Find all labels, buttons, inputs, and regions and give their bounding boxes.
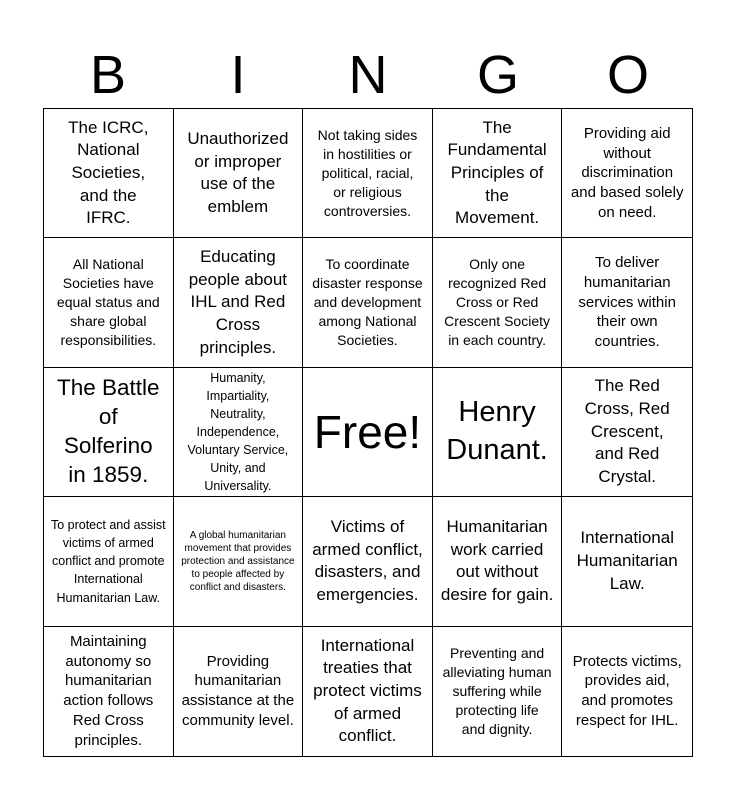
bingo-cell[interactable]: [44, 238, 174, 367]
cell-text: Maintaining autonomy so humanitarian action follows Red Cross principles.: [63, 632, 154, 749]
free-space[interactable]: [303, 368, 433, 497]
bingo-cell[interactable]: [562, 497, 692, 626]
bingo-board: [43, 108, 693, 757]
bingo-cell[interactable]: [303, 497, 433, 626]
bingo-cell[interactable]: [433, 109, 563, 238]
bingo-cell[interactable]: [303, 109, 433, 238]
cell-text: To protect and assist victims of armed conflict and promote International Humanitarian Law.: [50, 518, 166, 605]
header-letter-n: N: [348, 45, 388, 105]
cell-text: Only one recognized Red Cross or Red Crescent Society in each country.: [444, 256, 550, 348]
cell-text: Humanity, Impartiality, Neutrality, Independence, Voluntary Service, Unity, and Universality.: [187, 370, 289, 494]
header-letter-g: G: [476, 45, 519, 105]
bingo-cell[interactable]: [44, 627, 174, 756]
bingo-cell[interactable]: [303, 238, 433, 367]
bingo-header: [43, 42, 693, 108]
cell-text: Protects victims, provides aid, and promotes respect for IHL.: [572, 652, 682, 730]
cell-text: A global humanitarian movement that provides protection and assistance to people affected by conflict and disasters.: [181, 529, 295, 593]
bingo-cell[interactable]: [174, 238, 304, 367]
cell-text: International Humanitarian Law.: [576, 528, 678, 593]
free-space-label: Free!: [313, 405, 422, 458]
cell-text: The ICRC, National Societies, and the IFRC.: [68, 117, 149, 228]
bingo-cell[interactable]: [174, 497, 304, 626]
cell-text: International treaties that protect victims of armed conflict.: [313, 635, 422, 746]
bingo-cell[interactable]: [44, 368, 174, 497]
bingo-cell[interactable]: [44, 109, 174, 238]
header-letter-b: B: [89, 45, 127, 105]
cell-text: The Red Cross, Red Crescent, and Red Crystal.: [584, 376, 670, 486]
bingo-cell[interactable]: [433, 368, 563, 497]
bingo-cell[interactable]: [303, 627, 433, 756]
bingo-cell[interactable]: [562, 109, 692, 238]
cell-text: To deliver humanitarian services within their own countries.: [578, 254, 676, 351]
header-letter-o: O: [606, 45, 649, 105]
cell-text: Providing humanitarian assistance at the community level.: [181, 652, 295, 730]
cell-text: The Fundamental Principles of the Movement.: [447, 117, 547, 228]
bingo-cell[interactable]: [174, 109, 304, 238]
bingo-cell[interactable]: [433, 627, 563, 756]
bingo-cell[interactable]: [562, 368, 692, 497]
cell-text: Humanitarian work carried out without desire for gain.: [440, 517, 554, 604]
cell-text: Educating people about IHL and Red Cross principles.: [188, 247, 288, 357]
bingo-cell[interactable]: [44, 497, 174, 626]
bingo-cell[interactable]: [562, 238, 692, 367]
cell-text: Victims of armed conflict, disasters, and emergencies.: [312, 517, 423, 604]
cell-text: Providing aid without discrimination and based solely on need.: [570, 124, 684, 221]
header-letter-i: I: [230, 45, 246, 105]
bingo-cell[interactable]: [562, 627, 692, 756]
bingo-cell[interactable]: [174, 368, 304, 497]
cell-text: Preventing and alleviating human suffering while protecting life and dignity.: [442, 645, 552, 737]
cell-text: To coordinate disaster response and development among National Societies.: [312, 256, 423, 348]
cell-text: Not taking sides in hostilities or political, racial, or religious controversies.: [317, 126, 418, 219]
bingo-cell[interactable]: [433, 497, 563, 626]
bingo-cell[interactable]: [174, 627, 304, 756]
cell-text: The Battle of Solferino in 1859.: [57, 375, 160, 487]
cell-text: Unauthorized or improper use of the emblem: [187, 128, 289, 216]
cell-text: Henry Dunant.: [446, 396, 548, 466]
bingo-cell[interactable]: [433, 238, 563, 367]
cell-text: All National Societies have equal status and share global responsibilities.: [56, 256, 160, 348]
